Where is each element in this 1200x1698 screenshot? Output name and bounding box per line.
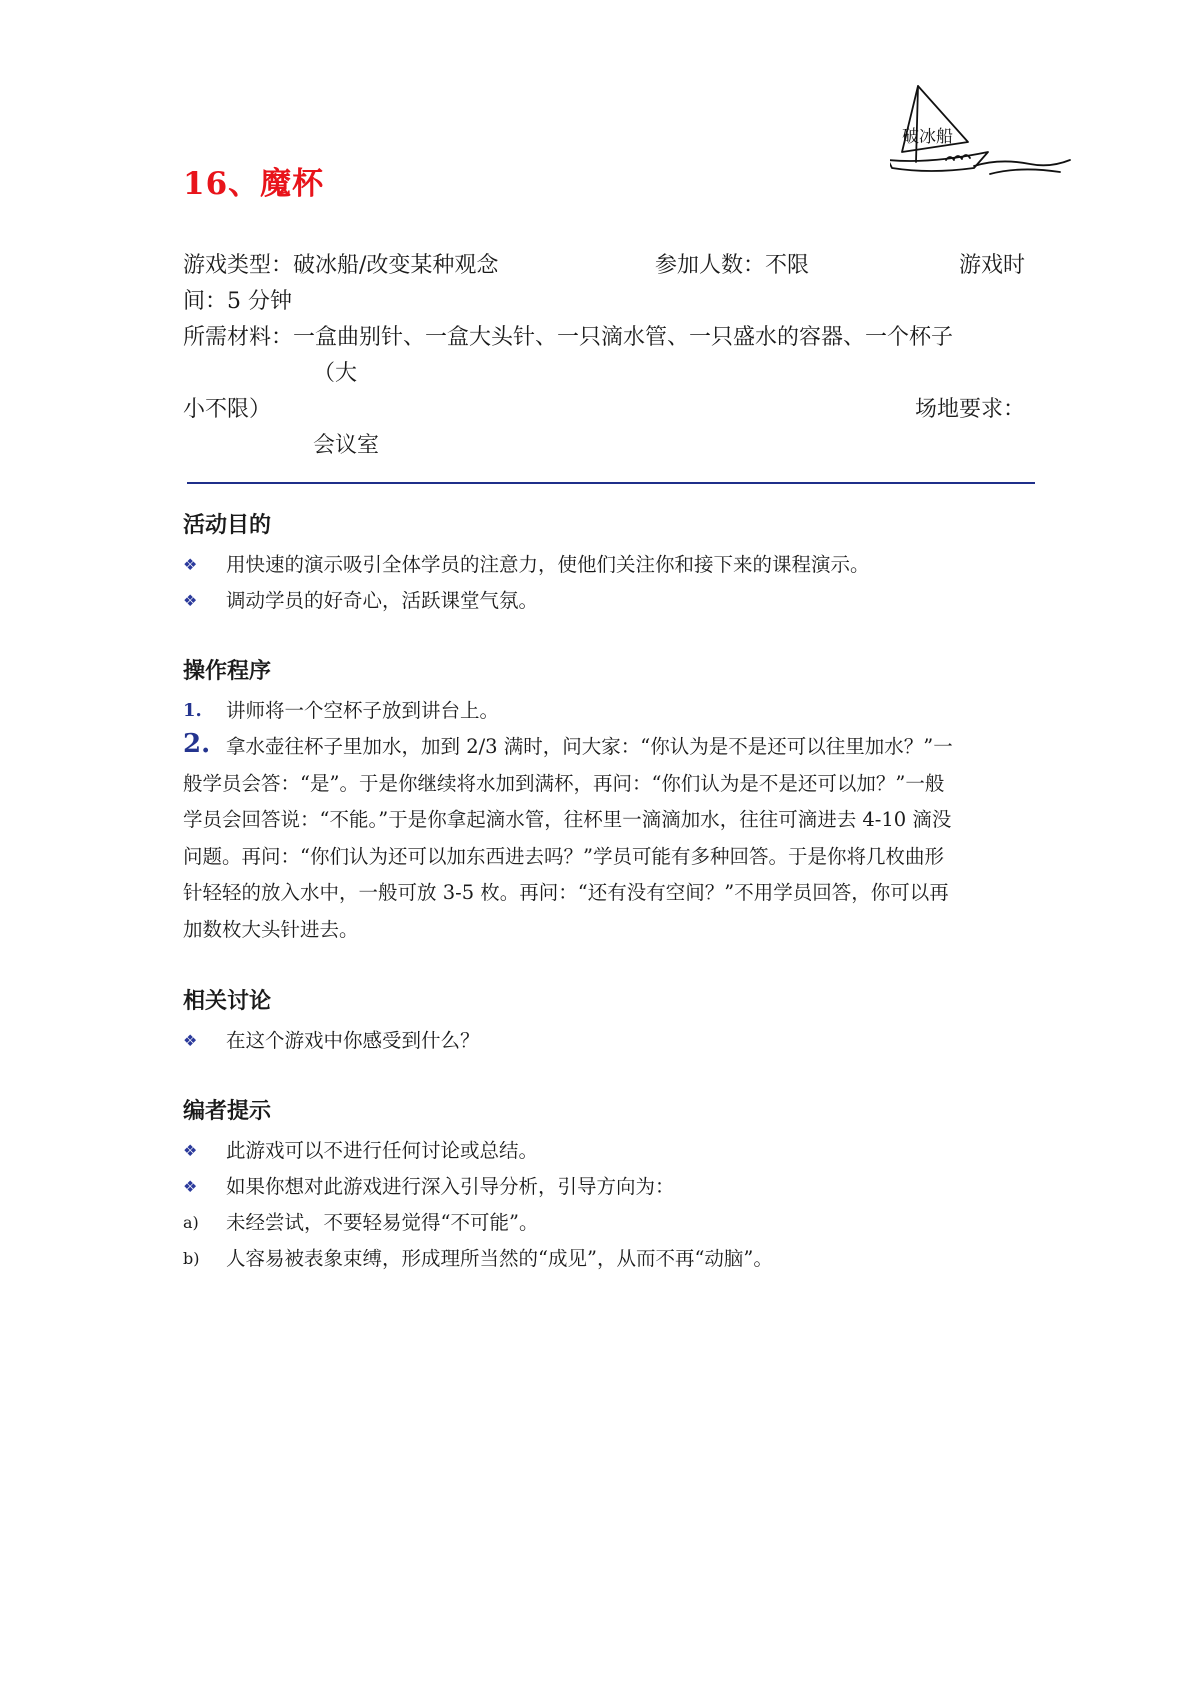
page-title: 16、魔杯 [183,166,325,202]
section-tips [183,1094,1043,1277]
list-item [183,1133,1043,1169]
list-item-text: 用快速的演示吸引全体学员的注意力，使他们关注你和接下来的课程演示。 [226,553,870,576]
list-item [183,1023,1043,1059]
participants: 参加人数：不限 [655,253,810,278]
step-text: 拿水壶往杯子里加水，加到 2/3 满时，问大家：“你认为是不是还可以往里加水？”一 [226,735,953,758]
section-heading: 活动目的 [183,513,272,538]
step-2-line: 问题。再问：“你们认为还可以加东西进去吗？”学员可能有多种回答。于是你将几枚曲形 [183,844,944,868]
diamond-bullet-icon: ❖ [183,1177,198,1196]
diamond-bullet-icon: ❖ [183,555,198,574]
step-2-line: 学员会回答说：“不能。”于是你拿起滴水管，往杯里一滴滴加水，往往可滴进去 4-10 滴没 [183,808,952,831]
step-2-line: 般学员会答：“是”。于是你继续将水加到满杯，再问：“你们认为是不是还可以加？”一般 [183,771,945,795]
list-item [183,1169,1043,1205]
meta-row-time [183,284,1025,320]
diamond-bullet-icon: ❖ [183,591,198,610]
list-item [183,583,1043,619]
list-item-text: 此游戏可以不进行任何讨论或总结。 [226,1139,539,1162]
step-2-line: 针轻轻的放入水中，一般可放 3-5 枚。再问：“还有没有空间？”不用学员回答，你可以再 [183,881,949,904]
meta-row-type [183,248,1025,284]
materials: 所需材料：一盒曲别针、一盒大头针、一只滴水管、一只盛水的容器、一个杯子 [183,325,954,350]
venue-value: 会议室 [313,433,380,458]
meta-row-materials [183,320,1025,356]
sailboat-icon [890,82,1170,202]
step-1 [183,693,1043,729]
section-heading: 相关讨论 [183,989,272,1014]
game-meta [183,248,1025,464]
section-discussion [183,984,1043,1059]
section-purpose [183,508,1043,619]
section-procedure [183,654,1043,948]
step-number: 1. [183,700,202,721]
section-heading: 编者提示 [183,1099,272,1124]
list-item-text: 调动学员的好奇心，活跃课堂气氛。 [226,589,539,612]
section-heading: 操作程序 [183,659,272,684]
sub-item-a [183,1205,1043,1241]
sub-item-text: 人容易被表象束缚，形成理所当然的“成见”，从而不再“动脑”。 [226,1247,773,1270]
sub-item-label: b) [183,1249,200,1268]
meta-row-venue-2 [183,428,1025,464]
sub-item-b [183,1241,1043,1277]
materials-cont: （大 [313,361,358,386]
step-2-line: 加数枚大头针进去。 [183,917,359,941]
divider [187,482,1035,484]
list-item-text: 如果你想对此游戏进行深入引导分析，引导方向为： [226,1175,675,1198]
list-item-text: 在这个游戏中你感受到什么？ [226,1029,480,1052]
duration-value: 间：5 分钟 [183,289,292,314]
meta-row-venue [183,392,1025,428]
game-type-value: 破冰船/改变某种观念 [293,253,499,278]
sub-item-text: 未经尝试，不要轻易觉得“不可能”。 [226,1211,539,1234]
duration-label: 游戏时 [958,253,1025,278]
materials-end: 小不限） [183,397,272,422]
list-item [183,547,1043,583]
venue-label: 场地要求： [914,397,1025,422]
logo-text: 破冰船 [902,127,953,147]
game-type-label: 游戏类型： [183,253,294,278]
sub-item-label: a) [183,1213,199,1232]
diamond-bullet-icon: ❖ [183,1141,198,1160]
step-text: 讲师将一个空杯子放到讲台上。 [226,699,500,722]
meta-row-materials-2 [183,356,1025,392]
step-2-line [183,729,1043,766]
step-number: 2. [183,729,211,759]
step-2 [183,729,1043,948]
diamond-bullet-icon: ❖ [183,1031,198,1050]
